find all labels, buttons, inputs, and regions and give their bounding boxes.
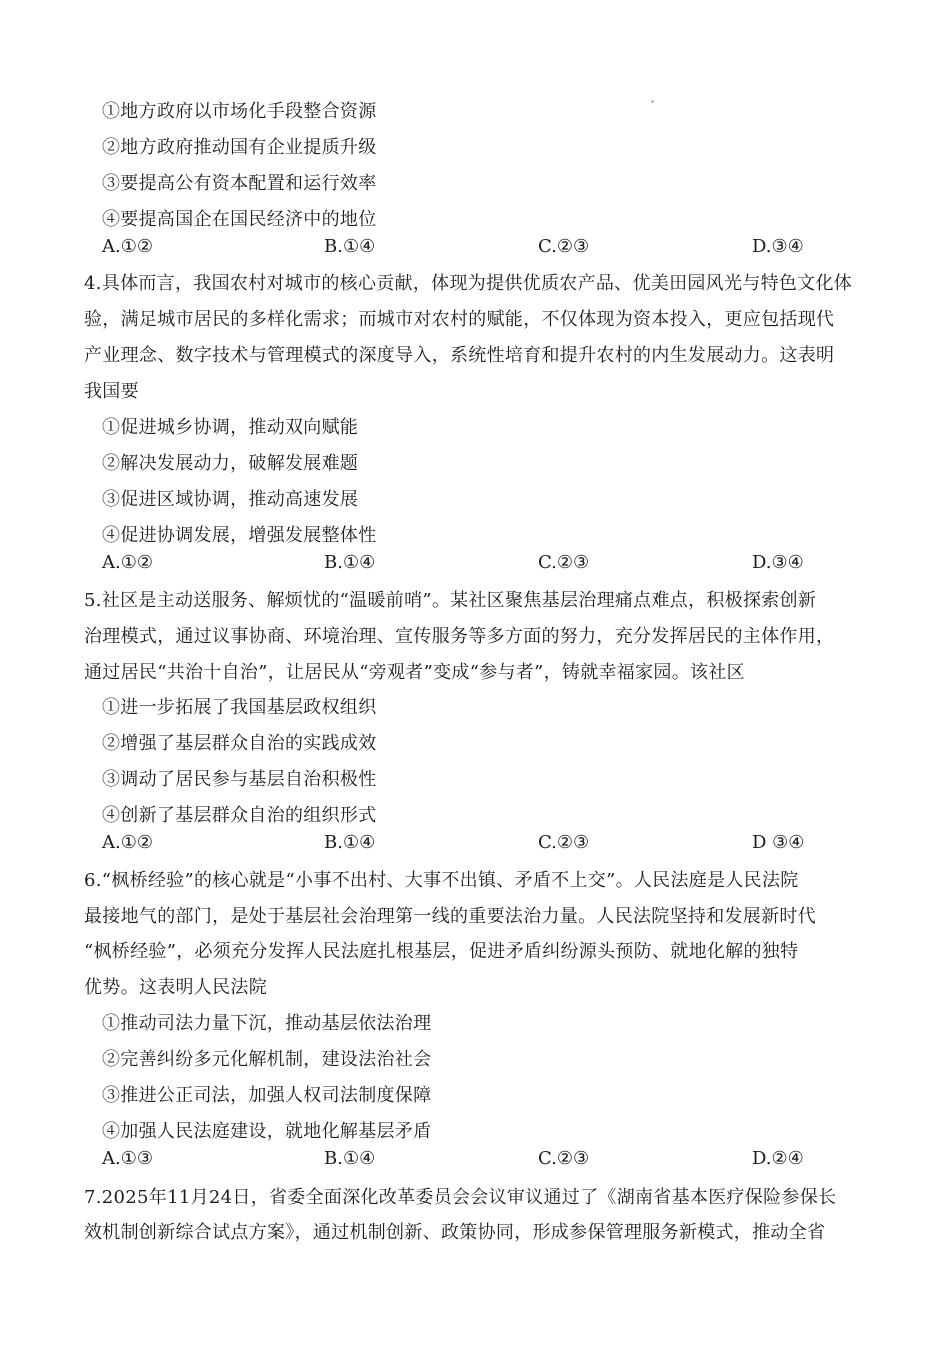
q5-option-3[interactable]: ③调动了居民参与基层自治积极性 bbox=[102, 769, 377, 790]
q5-answer-d[interactable]: D ③④ bbox=[752, 832, 805, 853]
q6-stem-line-1 bbox=[84, 869, 799, 893]
q4-answer-d[interactable]: D.③④ bbox=[752, 552, 804, 573]
scan-speck bbox=[651, 100, 654, 103]
q3-answer-c[interactable]: C.②③ bbox=[538, 236, 590, 257]
q7-stem-text-1: 2025年11月24日，省委全面深化改革委员会会议审议通过了《湖南省基本医疗保险参保长 bbox=[101, 1187, 837, 1208]
q5-option-1[interactable]: ①进一步拓展了我国基层政权组织 bbox=[102, 697, 377, 718]
q3-option-4[interactable]: ④要提高国企在国民经济中的地位 bbox=[102, 209, 377, 230]
q3-answer-d[interactable]: D.③④ bbox=[752, 236, 804, 257]
q5-option-4[interactable]: ④创新了基层群众自治的组织形式 bbox=[102, 805, 377, 826]
q3-answer-b[interactable]: B.①④ bbox=[324, 236, 376, 257]
q5-stem-line-1 bbox=[84, 589, 816, 613]
q5-answer-c[interactable]: C.②③ bbox=[538, 832, 590, 853]
q6-answer-c[interactable]: C.②③ bbox=[538, 1148, 590, 1169]
q4-answer-c[interactable]: C.②③ bbox=[538, 552, 590, 573]
q4-answer-a[interactable]: A.①② bbox=[102, 552, 153, 573]
q6-stem-text-1: “枫桥经验”的核心就是“小事不出村、大事不出镇、矛盾不上交”。人民法庭是人民法院 bbox=[101, 870, 799, 891]
q6-option-2[interactable]: ②完善纠纷多元化解机制，建设法治社会 bbox=[102, 1049, 432, 1070]
q6-stem-line-3: “枫桥经验”，必须充分发挥人民法庭扎根基层，促进矛盾纠纷源头预防、就地化解的独特 bbox=[84, 941, 799, 962]
q4-stem-line-4: 我国要 bbox=[84, 381, 139, 402]
q3-option-2[interactable]: ②地方政府推动国有企业提质升级 bbox=[102, 137, 377, 158]
q4-stem-line-3: 产业理念、数字技术与管理模式的深度导入，系统性培育和提升农村的内生发展动力。这表明 bbox=[84, 345, 835, 366]
q7-stem-line-2: 效机制创新综合试点方案》，通过机制创新、政策协同，形成参保管理服务新模式，推动全省 bbox=[84, 1222, 826, 1243]
q6-answer-a[interactable]: A.①③ bbox=[102, 1148, 153, 1169]
q4-answer-b[interactable]: B.①④ bbox=[324, 552, 376, 573]
q6-answer-d[interactable]: D.②④ bbox=[752, 1148, 804, 1169]
q4-number: 4. bbox=[84, 273, 102, 294]
q7-stem-line-1 bbox=[84, 1186, 836, 1210]
q3-option-3[interactable]: ③要提高公有资本配置和运行效率 bbox=[102, 173, 377, 194]
q5-answer-b[interactable]: B.①④ bbox=[324, 832, 376, 853]
q5-answer-a[interactable]: A.①② bbox=[102, 832, 153, 853]
q6-option-1[interactable]: ①推动司法力量下沉，推动基层依法治理 bbox=[102, 1013, 432, 1034]
q4-option-4[interactable]: ④促进协调发展，增强发展整体性 bbox=[102, 525, 377, 546]
q3-option-1[interactable]: ①地方政府以市场化手段整合资源 bbox=[102, 101, 377, 122]
q6-stem-line-4: 优势。这表明人民法院 bbox=[84, 977, 267, 998]
q4-option-2[interactable]: ②解决发展动力，破解发展难题 bbox=[102, 453, 359, 474]
q4-stem-text-1: 具体而言，我国农村对城市的核心贡献，体现为提供优质农产品、优美田园风光与特色文化体 bbox=[101, 273, 853, 294]
q5-option-2[interactable]: ②增强了基层群众自治的实践成效 bbox=[102, 733, 377, 754]
q3-answer-a[interactable]: A.①② bbox=[102, 236, 153, 257]
q5-number: 5. bbox=[84, 590, 102, 611]
q6-option-3[interactable]: ③推进公正司法，加强人权司法制度保障 bbox=[102, 1085, 432, 1106]
q4-option-3[interactable]: ③促进区域协调，推动高速发展 bbox=[102, 489, 359, 510]
q4-stem-line-2: 验，满足城市居民的多样化需求；而城市对农村的赋能，不仅体现为资本投入，更应包括现代 bbox=[84, 309, 835, 330]
q5-stem-line-3: 通过居民“共治十自治”，让居民从“旁观者”变成“参与者”，铸就幸福家园。该社区 bbox=[84, 662, 745, 683]
q4-stem-line-1 bbox=[84, 272, 852, 296]
q6-option-4[interactable]: ④加强人民法庭建设，就地化解基层矛盾 bbox=[102, 1121, 432, 1142]
q6-stem-line-2: 最接地气的部门，是处于基层社会治理第一线的重要法治力量。人民法院坚持和发展新时代 bbox=[84, 906, 816, 927]
q4-option-1[interactable]: ①促进城乡协调，推动双向赋能 bbox=[102, 417, 359, 438]
q5-stem-text-1: 社区是主动送服务、解烦忧的“温暖前哨”。某社区聚焦基层治理痛点难点，积极探索创新 bbox=[101, 590, 817, 611]
q6-number: 6. bbox=[84, 870, 102, 891]
q6-answer-b[interactable]: B.①④ bbox=[324, 1148, 376, 1169]
q5-stem-line-2: 治理模式，通过议事协商、环境治理、宣传服务等多方面的努力，充分发挥居民的主体作用， bbox=[84, 626, 835, 647]
q7-number: 7. bbox=[84, 1187, 102, 1208]
